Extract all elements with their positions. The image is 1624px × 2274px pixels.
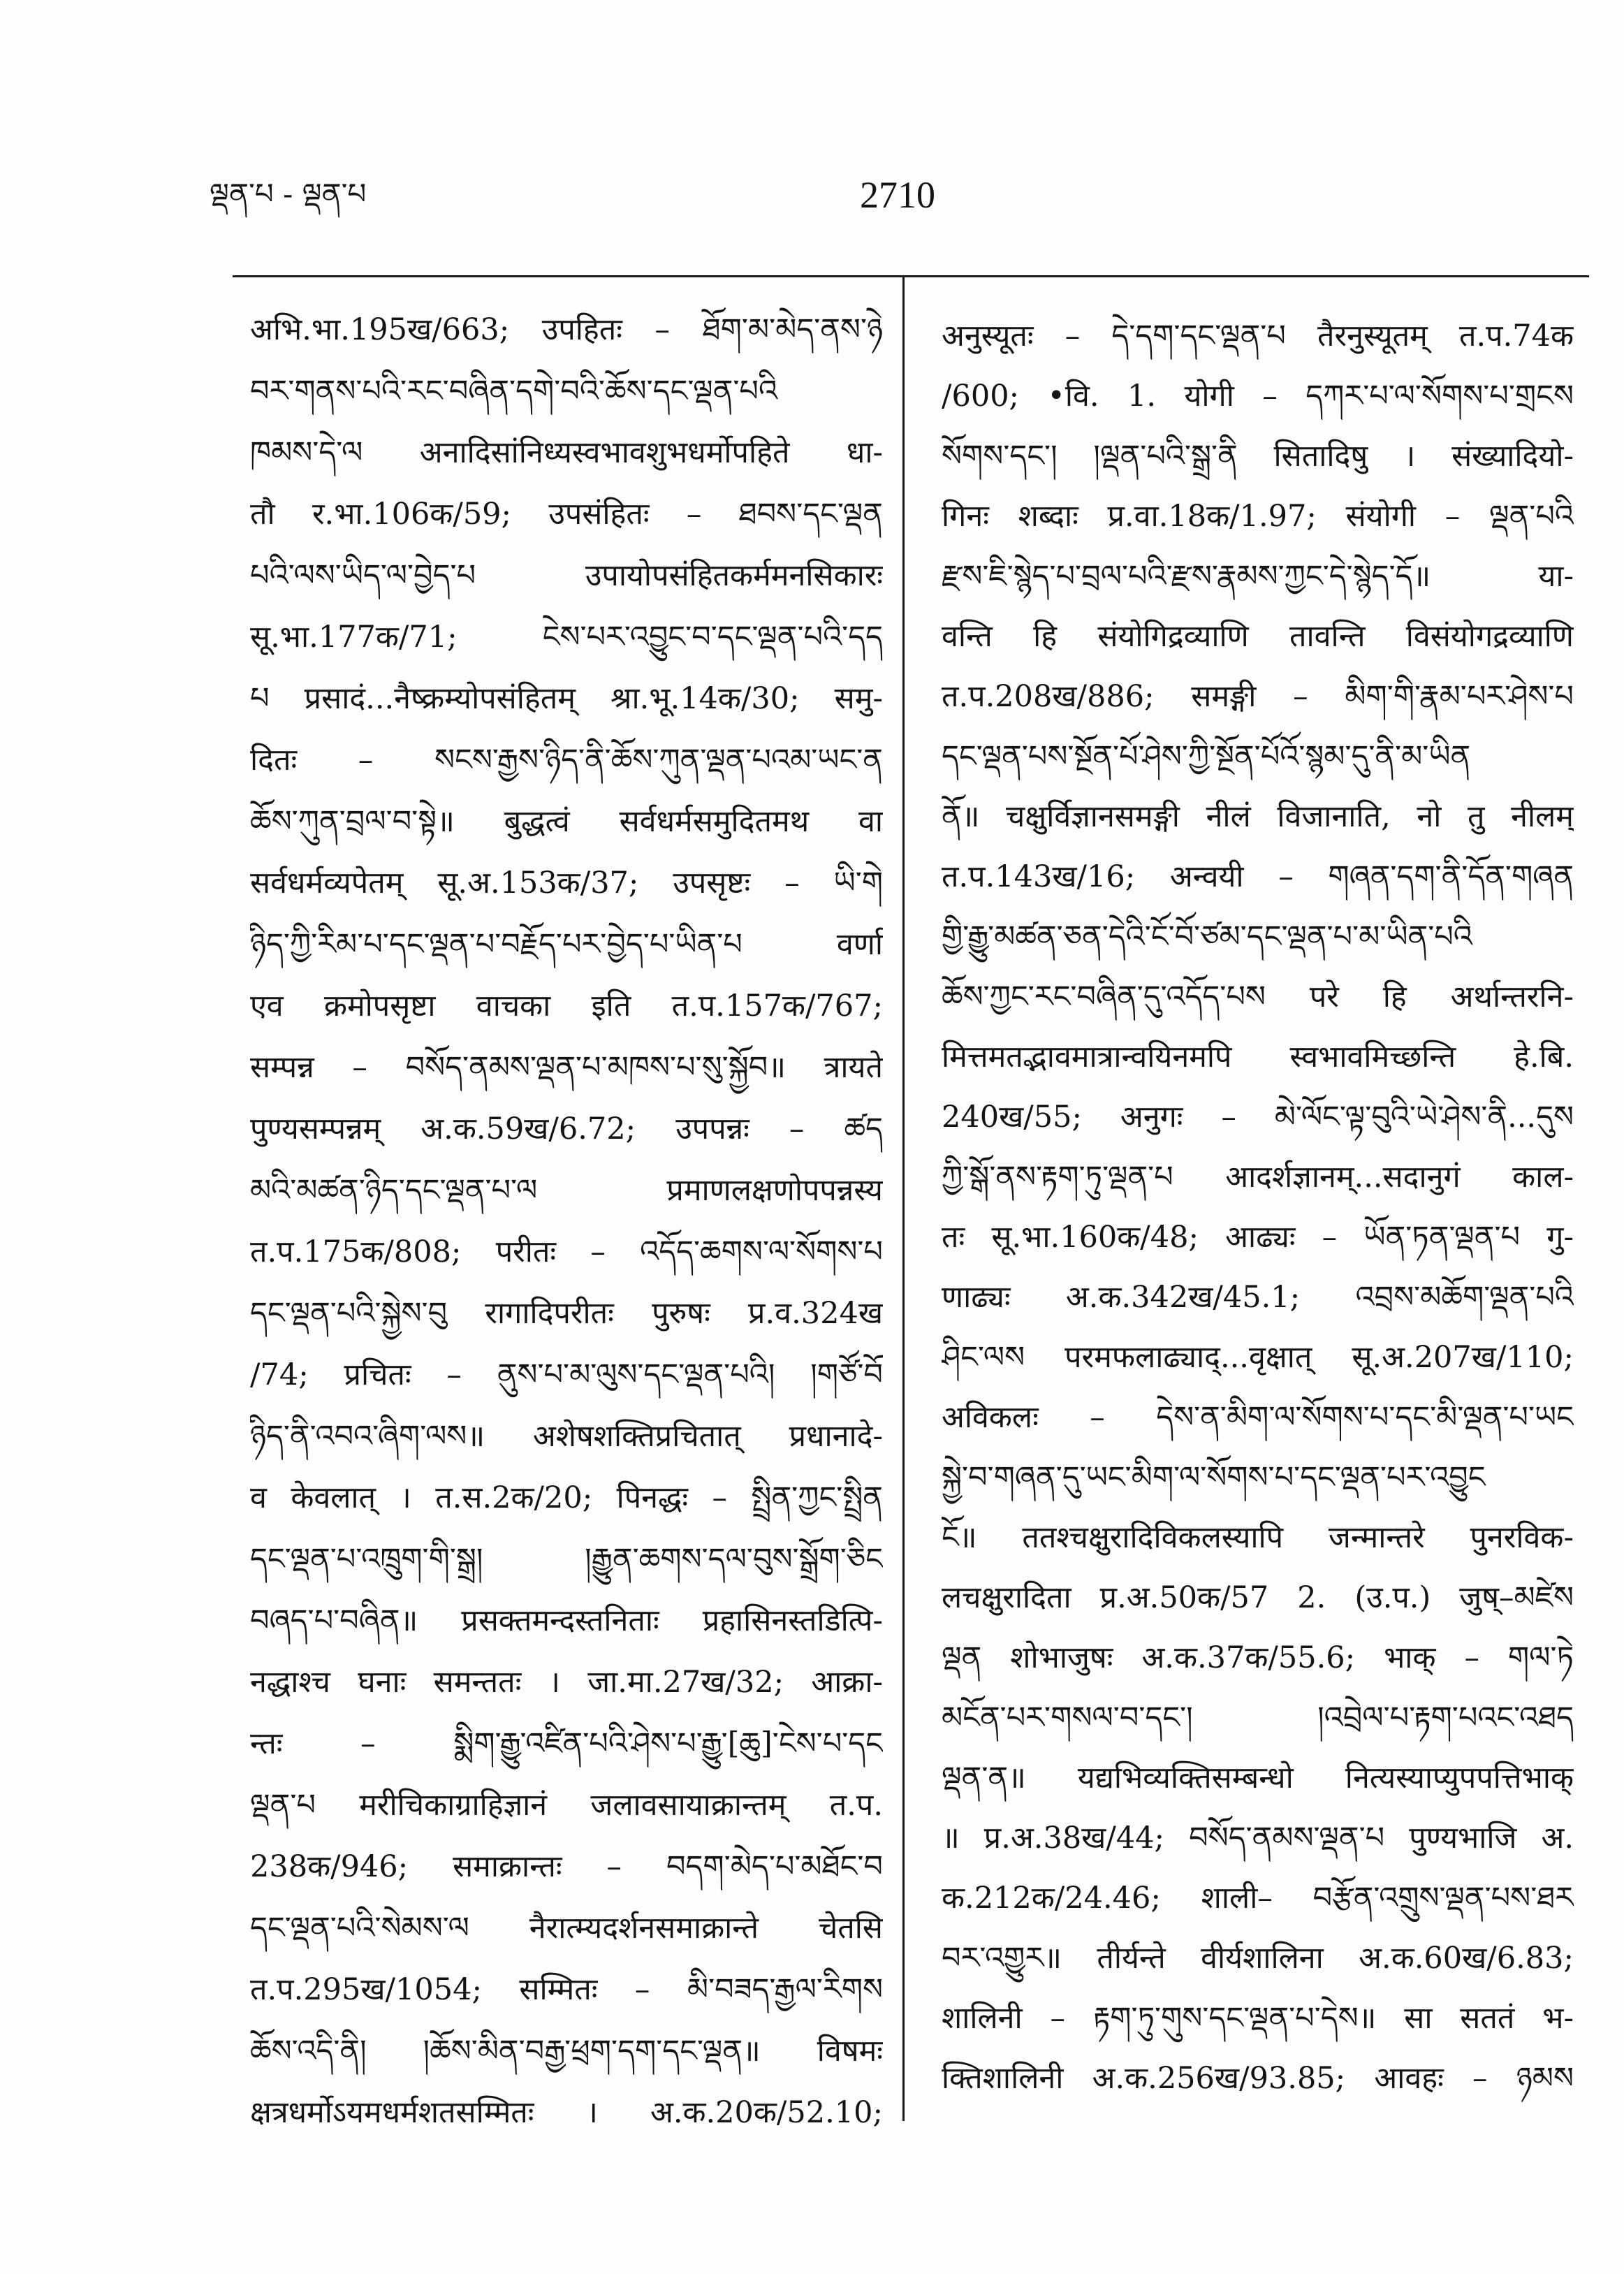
left-column-line: བར་གནས་པའི་རང་བཞིན་དགེ་བའི་ཆོས་དང་ལྡན་པའི [250,374,778,409]
left-column-line: མའི་མཚན་ཉིད་དང་ལྡན་པ་ལ प्रमाणलक्षणोपपन्नस्य [250,1173,883,1208]
right-column-line: वन्ति हि संयोगिद्रव्याणि तावन्ति विसंयोगद्रव्याणि [942,619,1574,654]
right-column-line: ཀྱི་སྒོ་ནས་རྟག་ཏུ་ལྡན་པ आदर्शज्ञानम्...सदानुगं काल- [942,1160,1574,1195]
right-column-line: क.212क/24.46; शाली– བརྩོན་འགྲུས་ལྡན་པས་ཐར [942,1881,1574,1916]
left-column-line: ལྡན་པ मरीचिकाग्राहिज्ञानं जलावसायाक्रान्तम् त.प. [250,1788,883,1823]
left-column-line: तौ र.भा.106क/59; उपसंहितः – ཐབས་དང་ལྡན [250,497,883,532]
left-column-line: त.प.295ख/1054; सम्मितः – མི་བཟད་རྒྱལ་རིགས [250,1972,883,2007]
right-column-line: अविकलः – དེས་ན་མིག་ལ་སོགས་པ་དང་མི་ལྡན་པ་ཡང [942,1400,1574,1435]
left-column-line: त.प.175क/808; परीतः – འདོད་ཆགས་ལ་སོགས་པ [250,1234,883,1269]
left-column-line: एव क्रमोपसृष्टा वाचका इति त.प.157क/767; [250,989,883,1023]
right-column-line: ལྡན་ན॥ यद्यभिव्यक्तिसम्बन्धो नित्यस्याप्युपपत्तिभाक् [942,1761,1574,1795]
right-column-line: མངོན་པར་གསལ་བ་དང་། །འབྲེལ་པ་རྟག་པའང་འཐད [942,1700,1574,1735]
right-column-line: རྫས་ཇི་སྙེད་པ་བྲལ་པའི་རྫས་རྣམས་ཀྱང་དེ་སྙེད་དོ॥ या- [942,559,1574,594]
right-column [942,306,1574,2108]
left-column-line: क्षत्रधर्मोऽयमधर्मशतसम्मितः । अ.क.20क/52.10; [250,2095,883,2130]
right-column-line: བར་འགྱུར॥ तीर्यन्ते वीर्यशालिना अ.क.60ख/6.83; [942,1941,1574,1976]
right-column-line: णाढ्यः अ.क.342ख/45.1; འབྲས་མཆོག་ལྡན་པའི [942,1280,1574,1315]
left-column-line: सर्वधर्मव्यपेतम् सू.अ.153क/37; उपसृष्टः – ཡི་གེ [250,866,883,901]
left-column-line: དང་ལྡན་པའི་སེམས་ལ नैरात्म्यदर्शनसमाक्रान्ते चेतसि [250,1911,883,1946]
right-column-line: त.प.208ख/886; समङ्गी – མིག་གི་རྣམ་པར་ཤེས་པ [942,679,1574,714]
right-column-line: དང་ལྡན་པས་སྔོན་པོ་ཤེས་ཀྱི་སྔོན་པོའོ་སྙམ་དུ་ནི་མ་ཡིན [942,739,1471,774]
right-column-line: शालिनी – རྟག་ཏུ་གུས་དང་ལྡན་པ་དེས॥ सा सततं भ- [942,2001,1574,2036]
left-column [250,299,883,2143]
right-column-line: त.प.143ख/16; अन्वयी – གཞན་དག་ནི་དོན་གཞན [942,859,1574,894]
right-column-line: /600; •वि. 1. योगी – དཀར་པ་ལ་སོགས་པ་གྲངས [942,379,1574,414]
running-head: ལྡན་པ - ལྡན་པ [210,177,367,211]
right-column-line: ॥ प्र.अ.38ख/44; བསོད་ནམས་ལྡན་པ पुण्यभाजि अ. [942,1821,1574,1856]
right-column-line: मित्तमतद्भावमात्रान्वयिनमपि स्वभावमिच्छन्ति हे.बि. [942,1040,1574,1074]
page-number: 2710 [860,174,935,216]
right-column-line: ངོ॥ ततश्चक्षुरादिविकलस्यापि जन्मान्तरे पुनरविक- [942,1520,1574,1555]
right-column-line: क्तिशालिनी अ.क.256ख/93.85; आवहः – ཉམས [942,2061,1574,2096]
left-column-line: དང་ལྡན་པ་འཁྲུག་གི་སྒྲ། །རྒྱུན་ཆགས་དལ་བུས་སྒྲོག་ཅིང [250,1542,883,1577]
right-column-line: སོགས་དང་། །ལྡན་པའི་སྒྲ་ནི सितादिषु । संख्यादियो- [942,439,1574,474]
header-rule [233,275,1589,277]
left-column-line: पुण्यसम्पन्नम् अ.क.59ख/6.72; उपपन्नः – ཚད [250,1112,883,1146]
left-column-line: ཆོས་འདི་ནི། །ཆོས་མིན་བརྒྱ་ཕྲག་དག་དང་ལྡན॥ विषमः [250,2034,883,2069]
left-column-line: दितः – སངས་རྒྱས་ཉིད་ནི་ཆོས་ཀུན་ལྡན་པའམ་ཡང་ན [250,743,883,778]
right-column-line: སྐྱེ་བ་གཞན་དུ་ཡང་མིག་ལ་སོགས་པ་དང་ལྡན་པར་འབྱུང [942,1460,1486,1495]
left-column-line: ཁམས་དེ་ལ अनादिसांनिध्यस्वभावशुभधर्मोपहिते धा- [250,435,883,470]
left-column-line: न्तः – སྨིག་རྒྱུ་འཛིན་པའི་ཤེས་པ་རྒྱུ་[ཆུ]་ངེས་པ་དང [250,1726,883,1761]
right-column-line: ལྡན शोभाजुषः अ.क.37क/55.6; भाक् – གལ་ཏེ [942,1640,1574,1675]
left-column-line: अभि.भा.195ख/663; उपहितः – ཐོག་མ་མེད་ནས་ཉེ [250,312,883,347]
right-column-line: གྱི་རྒྱུ་མཚན་ཅན་དེའི་ངོ་བོ་ཙམ་དང་ལྡན་པ་མ་ཡིན་པའི [942,919,1472,954]
right-column-line: 240ख/55; अनुगः – མེ་ལོང་ལྟ་བུའི་ཡེ་ཤེས་ནི...དུས [942,1100,1574,1135]
right-column-line: अनुस्यूतः – དེ་དག་དང་ལྡན་པ तैरनुस्यूतम् त.प.74क [942,319,1574,354]
left-column-line: 238क/946; समाक्रान्तः – བདག་མེད་པ་མཐོང་བ [250,1849,883,1884]
column-divider [902,275,905,2121]
left-column-line: ཉིད་ཀྱི་རིམ་པ་དང་ལྡན་པ་བརྗོད་པར་བྱེད་པ་ཡིན་པ वर्णा [250,927,883,962]
right-column-line: तः सू.भा.160क/48; आढ्यः – ཡོན་ཏན་ལྡན་པ गु- [942,1220,1574,1255]
left-column-line: /74; प्रचितः – ནུས་པ་མ་ལུས་དང་ལྡན་པའི། །གཙོ་བོ [250,1357,883,1392]
left-column-line: དང་ལྡན་པའི་སྐྱེས་བུ रागादिपरीतः पुरुषः प्र.व.324ख [250,1296,883,1331]
left-column-line: བཞད་པ་བཞིན॥ प्रसक्तमन्दस्तनिताः प्रहासिनस्तडित्पि- [250,1603,883,1638]
left-column-line: व केवलात् । त.स.2क/20; पिनद्धः – སྤྲིན་ཀྱང་སྤྲིན [250,1480,883,1515]
left-column-line: པའི་ལས་ཡིད་ལ་བྱེད་པ उपायोपसंहितकर्ममनसिकारः [250,558,883,593]
right-column-line: गिनः शब्दाः प्र.वा.18क/1.97; संयोगी – ལྡན་པའི [942,499,1574,534]
right-column-line: लचक्षुरादिता प्र.अ.50क/57 2. (उ.प.) जुष्–མཛེས [942,1580,1574,1615]
left-column-line: ཆོས་ཀུན་བྲལ་བ་སྟེ॥ बुद्धत्वं सर्वधर्मसमुदितमथ वा [250,804,883,839]
left-column-line: པ प्रसादं...नैष्क्रम्योपसंहितम् श्रा.भू.14क/30; समु- [250,681,883,716]
right-column-line: ཤིང་ལས परमफलाढ्याद्...वृक्षात् सू.अ.207ख/110; [942,1340,1574,1375]
right-column-line: ཆོས་ཀྱང་རང་བཞིན་དུ་འདོད་པས परे हि अर्थान्तरनि- [942,979,1574,1014]
left-column-line: ཉིད་ནི་འབའ་ཞིག་ལས॥ अशेषशक्तिप्रचितात् प्रधानादे- [250,1419,883,1454]
left-column-line: नद्धाश्च घनाः समन्ततः । जा.मा.27ख/32; आक्रा- [250,1665,883,1700]
right-column-line: ནོ॥ चक्षुर्विज्ञानसमङ्गी नीलं विजानाति, नो तु नीलम् [942,799,1574,834]
left-column-line: सम्पन्न – བསོད་ནམས་ལྡན་པ་མཁས་པ་སུ་སྐྱོབ॥ त्रायते [250,1050,883,1085]
left-column-line: सू.भा.177क/71; ངེས་པར་འབྱུང་བ་དང་ལྡན་པའི་དད [250,620,883,655]
